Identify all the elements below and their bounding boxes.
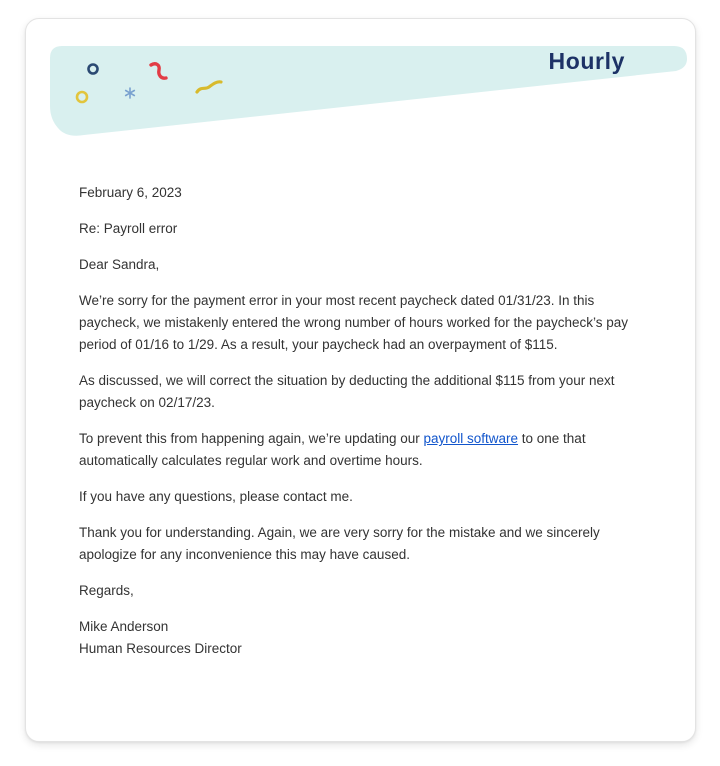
letter-date: February 6, 2023 xyxy=(79,185,182,200)
letter-signature xyxy=(79,616,653,660)
payroll-software-link[interactable]: payroll software xyxy=(423,431,519,446)
letter-salutation: Dear Sandra, xyxy=(79,257,160,272)
paragraph-text-before-link: To prevent this from happening again, we’re updating our xyxy=(79,431,424,446)
signature-title: Human Resources Director xyxy=(79,641,242,656)
letter-paragraph-2: As discussed, we will correct the situation by deducting the additional $115 from your next paycheck on 02/17/23. xyxy=(79,373,615,410)
letter-card xyxy=(25,18,696,742)
letter-paragraph-3 xyxy=(79,428,653,472)
letter-paragraph-5: Thank you for understanding. Again, we are very sorry for the mistake and we sincerely apologize for any inconvenience this may have caused. xyxy=(79,525,600,562)
letter-subject: Re: Payroll error xyxy=(79,221,178,236)
letter-body xyxy=(79,182,653,674)
paragraph-text-after-link: to one that automatically calculates regular work and overtime hours. xyxy=(79,431,586,468)
letter-closing: Regards, xyxy=(79,583,134,598)
signature-name: Mike Anderson xyxy=(79,619,169,634)
letter-paragraph-4: If you have any questions, please contact me. xyxy=(79,489,353,504)
letter-paragraph-1: We’re sorry for the payment error in your most recent paycheck dated 01/31/23. In this paycheck, we mistakenly entered the wrong number of hours worked for the paycheck’s pay period of 01/16 to 1/29. As a result, your paycheck had an overpayment of $115. xyxy=(79,293,629,352)
hourly-logo: Hourly xyxy=(548,48,625,74)
